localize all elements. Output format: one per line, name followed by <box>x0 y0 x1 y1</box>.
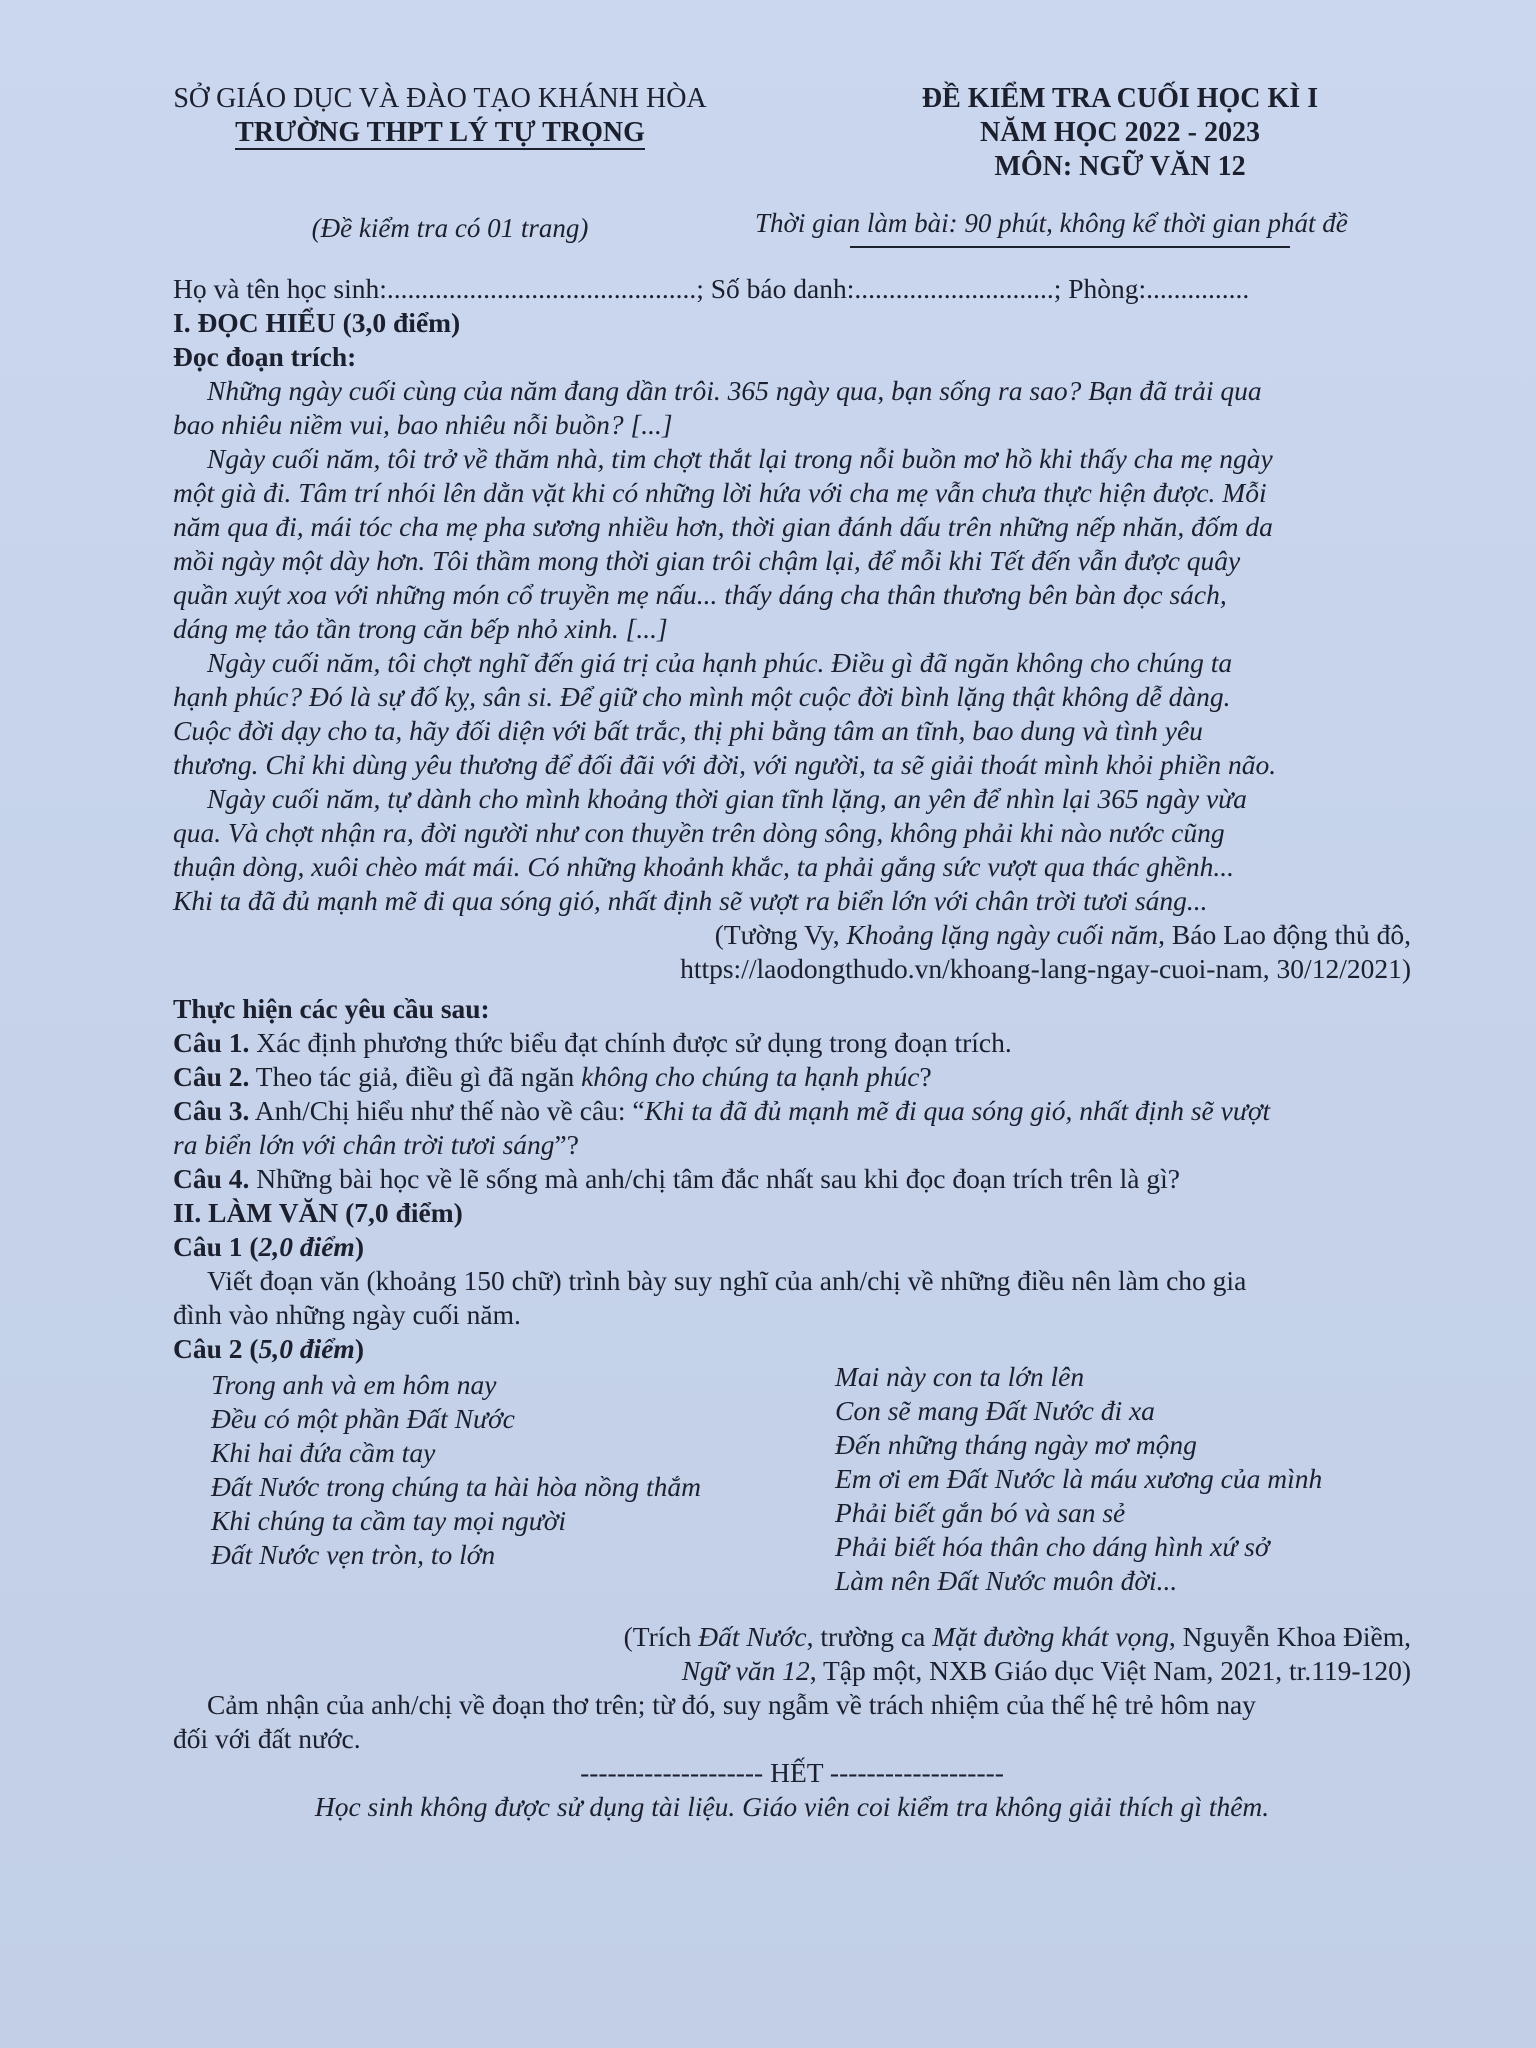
tasks-heading: Thực hiện các yêu cầu sau: <box>173 993 490 1024</box>
question-text: Anh/Chị hiểu như thế nào về câu: “ <box>249 1095 645 1126</box>
part2-heading: II. LÀM VĂN (7,0 điểm) <box>173 1197 463 1228</box>
question-label: Câu 4. <box>173 1163 250 1194</box>
question-3-cont <box>173 1128 1411 1162</box>
question-text: Xác định phương thức biểu đạt chính được sử dụng trong đoạn trích. <box>249 1027 1012 1058</box>
poem-line: Đất Nước vẹn tròn, to lớn <box>211 1539 496 1570</box>
question-quote: không cho chúng ta hạnh phúc <box>581 1061 920 1092</box>
poem-line: Phải biết hóa thân cho dáng hình xứ sở <box>835 1531 1270 1562</box>
reading-intro: Đọc đoạn trích: <box>173 341 357 372</box>
question-quote: ra biển lớn với chân trời tươi sáng <box>173 1129 555 1160</box>
poem-line: Phải biết gắn bó và san sẻ <box>835 1497 1126 1528</box>
passage-source-url: https://laodongthudo.vn/khoang-lang-ngay-cuoi-nam, 30/12/2021) <box>680 953 1411 984</box>
citation-part: , Tập một, NXB Giáo dục Việt Nam, 2021, tr.119-120) <box>809 1655 1411 1686</box>
passage-line: Ngày cuối năm, tự dành cho mình khoảng thời gian tĩnh lặng, an yên để nhìn lại 365 ngày vừa <box>207 783 1247 814</box>
passage-line: năm qua đi, mái tóc cha mẹ pha sương nhiều hơn, thời gian đánh dấu trên những nếp nhăn, đốm da <box>173 511 1273 542</box>
poem-citation-2 <box>173 1654 1411 1688</box>
poem-right-column <box>835 1360 1411 1598</box>
source-rest: , Báo Lao động thủ đô, <box>1158 919 1411 950</box>
essay-label: Câu 2 ( <box>173 1333 259 1364</box>
passage-line: quần xuýt xoa với những món cổ truyền mẹ nấu... thấy dáng cha thân thương bên bàn đọc sách, <box>173 579 1227 610</box>
exam-body <box>173 272 1411 1824</box>
essay-1-heading <box>173 1230 1411 1264</box>
department-name: SỞ GIÁO DỤC VÀ ĐÀO TẠO KHÁNH HÒA <box>173 83 707 114</box>
part1-heading: I. ĐỌC HIỂU (3,0 điểm) <box>173 307 461 338</box>
subject: MÔN: NGỮ VĂN 12 <box>994 151 1246 182</box>
poem-line: Làm nên Đất Nước muôn đời... <box>835 1565 1178 1596</box>
essay-2-task: Cảm nhận của anh/chị về đoạn thơ trên; từ đó, suy ngẫm về trách nhiệm của thế hệ trẻ hôm nay <box>207 1689 1256 1720</box>
passage-line: qua. Và chợt nhận ra, đời người như con thuyền trên dòng sông, không phải khi nào nước cũng <box>173 817 1225 848</box>
poem-line: Khi hai đứa cầm tay <box>211 1437 436 1468</box>
footer-note: Học sinh không được sử dụng tài liệu. Giáo viên coi kiểm tra không giải thích gì thêm. <box>314 1791 1270 1822</box>
header-right <box>840 82 1400 184</box>
question-3 <box>173 1094 1411 1128</box>
question-end: ? <box>919 1061 932 1092</box>
question-2 <box>173 1060 1411 1094</box>
essay-1-line: Viết đoạn văn (khoảng 150 chữ) trình bày suy nghĩ của anh/chị về những điều nên làm cho gia <box>207 1265 1247 1296</box>
passage-line: Cuộc đời dạy cho ta, hãy đối diện với bất trắc, thị phi bằng tâm an tĩnh, bao dung và tình yêu <box>173 715 1203 746</box>
essay-close: ) <box>354 1333 364 1364</box>
passage-line: mồi ngày một dày hơn. Tôi thầm mong thời gian trôi chậm lại, để mỗi khi Tết đến vẫn được quây <box>173 545 1241 576</box>
passage-line: Những ngày cuối cùng của năm đang dần trôi. 365 ngày qua, bạn sống ra sao? Bạn đã trải qua <box>207 375 1262 406</box>
header-divider <box>850 246 1290 248</box>
question-text: Theo tác giả, điều gì đã ngăn <box>249 1061 582 1092</box>
passage-source <box>173 918 1411 952</box>
citation-title: Đất Nước <box>698 1621 807 1652</box>
poem-line: Đất Nước trong chúng ta hài hòa nồng thắm <box>211 1471 702 1502</box>
essay-1-line: đình vào những ngày cuối năm. <box>173 1299 521 1330</box>
poem-line: Đến những tháng ngày mơ mộng <box>835 1429 1197 1460</box>
essay-label: Câu 1 ( <box>173 1231 259 1262</box>
school-name-text: TRƯỜNG THPT LÝ TỰ TRỌNG <box>235 117 645 148</box>
poem-line: Mai này con ta lớn lên <box>835 1361 1085 1392</box>
time-note: Thời gian làm bài: 90 phút, không kể thời gian phát đề <box>755 208 1348 238</box>
school-year: NĂM HỌC 2022 - 2023 <box>980 117 1260 148</box>
citation-part: , trường ca <box>806 1621 933 1652</box>
poem-left-column <box>173 1368 835 1598</box>
citation-title: Mặt đường khát vọng <box>932 1621 1169 1652</box>
passage-line: hạnh phúc? Đó là sự đố kỵ, sân si. Để giữ cho mình một cuộc đời bình lặng thật không dễ dàng. <box>173 681 1231 712</box>
poem-line: Đều có một phần Đất Nước <box>211 1403 515 1434</box>
essay-points: 5,0 điểm <box>258 1333 355 1364</box>
poem-line: Trong anh và em hôm nay <box>211 1369 497 1400</box>
poem <box>173 1361 1411 1598</box>
exam-title: ĐỀ KIỂM TRA CUỐI HỌC KÌ I <box>921 83 1319 114</box>
passage-line: Ngày cuối năm, tôi trở về thăm nhà, tim chợt thắt lại trong nỗi buồn mơ hồ khi thấy cha mẹ ngày <box>207 443 1273 474</box>
question-quote: Khi ta đã đủ mạnh mẽ đi qua sóng gió, nhất định sẽ vượt <box>644 1095 1271 1126</box>
student-info-line: Họ và tên học sinh:.............................................; Số báo danh:.............................; Phòng:............... <box>173 273 1250 304</box>
passage-line: thương. Chỉ khi dùng yêu thương để đối đãi với đời, với người, ta sẽ giải thoát mình khỏi phiền não. <box>173 749 1277 780</box>
question-end: ”? <box>554 1129 579 1160</box>
citation-part: (Trích <box>623 1621 699 1652</box>
question-1 <box>173 1026 1411 1060</box>
header-left <box>140 82 740 150</box>
passage-line: Ngày cuối năm, tôi chợt nghĩ đến giá trị của hạnh phúc. Điều gì đã ngăn không cho chúng ta <box>207 647 1233 678</box>
pages-note: (Đề kiểm tra có 01 trang) <box>311 213 589 243</box>
question-label: Câu 2. <box>173 1061 250 1092</box>
passage-line: dáng mẹ tảo tần trong căn bếp nhỏ xinh. [...] <box>173 613 668 644</box>
question-4 <box>173 1162 1411 1196</box>
question-label: Câu 3. <box>173 1095 250 1126</box>
question-text: Những bài học về lẽ sống mà anh/chị tâm đắc nhất sau khi đọc đoạn trích trên là gì? <box>249 1163 1180 1194</box>
passage-line: bao nhiêu niềm vui, bao nhiêu nỗi buồn? [...] <box>173 409 673 440</box>
question-label: Câu 1. <box>173 1027 250 1058</box>
essay-points: 2,0 điểm <box>258 1231 355 1262</box>
essay-2-task: đối với đất nước. <box>173 1723 361 1754</box>
source-open: (Tường Vy, <box>714 919 847 950</box>
spacer <box>173 1598 1411 1620</box>
school-name <box>140 116 740 150</box>
reading-passage <box>173 374 1411 918</box>
poem-line: Khi chúng ta cầm tay mọi người <box>211 1505 567 1536</box>
end-mark: -------------------- HẾT ------------------- <box>580 1757 1004 1788</box>
essay-close: ) <box>354 1231 364 1262</box>
citation-book: Ngữ văn 12 <box>681 1655 810 1686</box>
passage-line: thuận dòng, xuôi chèo mát mái. Có những khoảnh khắc, ta phải gắng sức vượt qua thác ghềnh... <box>173 851 1234 882</box>
citation-part: , Nguyễn Khoa Điềm, <box>1168 1621 1411 1652</box>
poem-line: Con sẽ mang Đất Nước đi xa <box>835 1395 1155 1426</box>
poem-line: Em ơi em Đất Nước là máu xương của mình <box>835 1463 1323 1494</box>
passage-line: Khi ta đã đủ mạnh mẽ đi qua sóng gió, nhất định sẽ vượt ra biển lớn với chân trời tươi sáng... <box>173 885 1208 916</box>
source-title: Khoảng lặng ngày cuối năm <box>846 919 1159 950</box>
passage-line: một già đi. Tâm trí nhói lên dằn vặt khi có những lời hứa với cha mẹ vẫn chưa thực hiện được. Mỗi <box>173 477 1267 508</box>
poem-citation <box>173 1620 1411 1654</box>
